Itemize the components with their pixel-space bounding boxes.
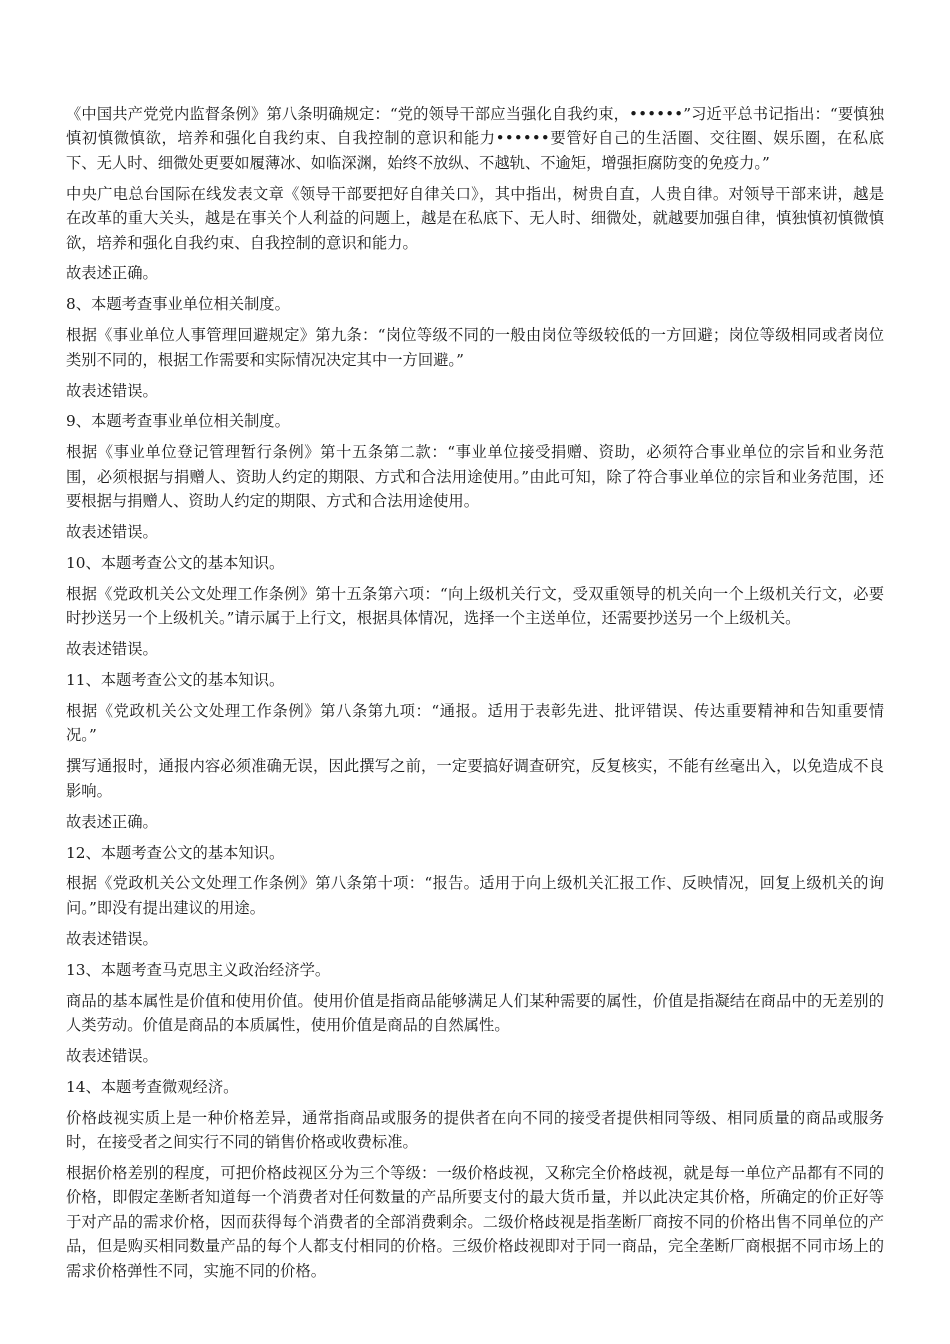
conclusion-7: 故表述正确。 <box>66 264 158 283</box>
question-14-explanation: 根据价格差别的程度，可把价格歧视区分为三个等级：一级价格歧视，又称完全价格歧视，就是每一单位产品都有不同的价格，即假定垄断者知道每一个消费者对任何数量的产品所要支付的最大货币量，并以此决定其价格，所确定的价正好等于对产品的需求价格，因而获得每个消费者的全部消费剩余。二级价格歧视是指垄断厂商按不同的价格出售不同单位的产品，但是购买相同数量产品的每个人都支付相同的价格。三级价格歧视即对于同一商品，完全垄断厂商根据不同市场上的需求价格弹性不同，实施不同的价格。 <box>66 1164 884 1280</box>
question-14-heading: 14、本题考查微观经济。 <box>66 1077 239 1096</box>
question-8-heading: 8、本题考查事业单位相关制度。 <box>66 295 290 314</box>
question-11-note: 撰写通报时，通报内容必须准确无误，因此撰写之前，一定要搞好调查研究，反复核实，不能有丝毫出入，以免造成不良影响。 <box>66 757 884 800</box>
paragraph-self-discipline-article: 中央广电总台国际在线发表文章《领导干部要把好自律关口》，其中指出，树贵自直，人贵自律。对领导干部来讲，越是在改革的重大关头，越是在事关个人利益的问题上，越是在私底下、无人时、细微处，就越要加强自律，慎独慎初慎微慎欲，培养和强化自我约束、自我控制的意识和能力。 <box>66 184 884 252</box>
conclusion-13: 故表述错误。 <box>66 1046 158 1065</box>
question-12-explanation: 根据《党政机关公文处理工作条例》第八条第十项：“报告。适用于向上级机关汇报工作、反映情况，回复上级机关的询问。”即没有提出建议的用途。 <box>66 874 884 917</box>
question-10-heading: 10、本题考查公文的基本知识。 <box>66 554 285 572</box>
question-9-explanation: 根据《事业单位登记管理暂行条例》第十五条第二款：“事业单位接受捐赠、资助，必须符合事业单位的宗旨和业务范围，必须根据与捐赠人、资助人约定的期限、方式和合法用途使用。”由此可知，除了符合事业单位的宗旨和业务范围，还要根据与捐赠人、资助人约定的期限、方式和合法用途使用。 <box>66 443 884 511</box>
question-10-explanation: 根据《党政机关公文处理工作条例》第十五条第六项：“向上级机关行文，受双重领导的机关向一个上级机关行文，必要时抄送另一个上级机关。”请示属于上行文，根据具体情况，选择一个主送单位，还需要抄送另一个上级机关。 <box>66 584 884 628</box>
question-8-explanation: 根据《事业单位人事管理回避规定》第九条：“岗位等级不同的一般由岗位等级较低的一方回避；岗位等级相同或者岗位类别不同的，根据工作需要和实际情况决定其中一方回避。” <box>66 326 884 369</box>
conclusion-11: 故表述正确。 <box>66 812 158 831</box>
question-14-definition: 价格歧视实质上是一种价格差异，通常指商品或服务的提供者在向不同的接受者提供相同等级、相同质量的商品或服务时，在接受者之间实行不同的销售价格或收费标准。 <box>66 1108 884 1152</box>
question-9-heading: 9、本题考查事业单位相关制度。 <box>66 412 290 431</box>
question-13-explanation: 商品的基本属性是价值和使用价值。使用价值是指商品能够满足人们某种需要的属性，价值是指凝结在商品中的无差别的人类劳动。价值是商品的本质属性，使用价值是商品的自然属性。 <box>66 991 884 1034</box>
conclusion-8: 故表述错误。 <box>66 381 158 400</box>
question-13-heading: 13、本题考查马克思主义政治经济学。 <box>66 960 331 979</box>
question-11-heading: 11、本题考查公文的基本知识。 <box>66 671 285 690</box>
document-page <box>66 102 884 1290</box>
conclusion-10: 故表述错误。 <box>66 640 158 659</box>
question-12-heading: 12、本题考查公文的基本知识。 <box>66 843 285 862</box>
conclusion-12: 故表述错误。 <box>66 929 158 948</box>
question-11-explanation: 根据《党政机关公文处理工作条例》第八条第九项：“通报。适用于表彰先进、批评错误、传达重要精神和告知重要情况。” <box>66 702 884 745</box>
paragraph-supervision-regulation: 《中国共产党党内监督条例》第八条明确规定：“党的领导干部应当强化自我约束，••••••”习近平总书记指出：“要慎独慎初慎微慎欲，培养和强化自我约束、自我控制的意识和能力••••••要管好自己的生活圈、交往圈、娱乐圈，在私底下、无人时、细微处更要如履薄冰、如临深渊，始终不放纵、不越轨、不逾矩，增强拒腐防变的免疫力。” <box>66 105 884 172</box>
conclusion-9: 故表述错误。 <box>66 523 158 542</box>
